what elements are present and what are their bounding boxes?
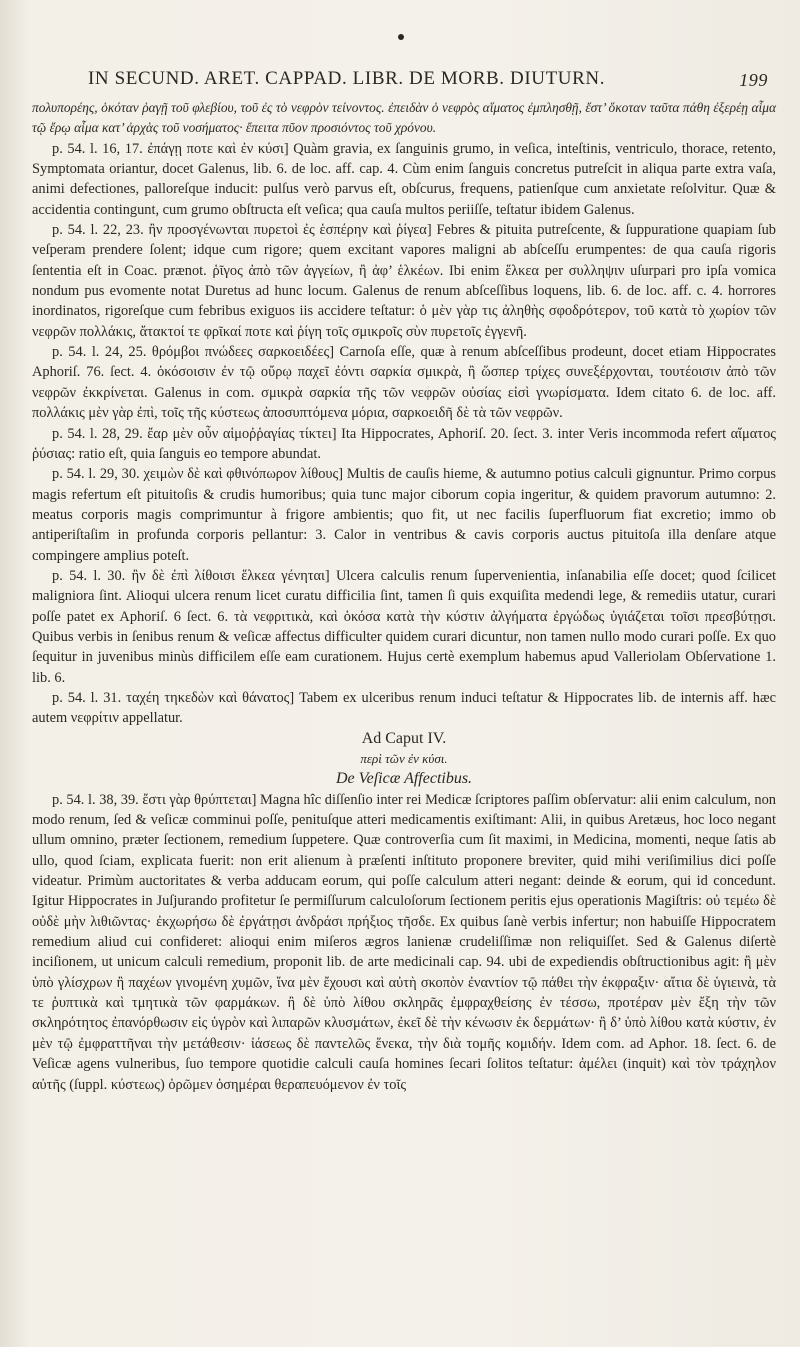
- chapter-title: De Veſicæ Affectibus.: [335, 770, 473, 788]
- running-header: [88, 68, 768, 96]
- paragraph-note-24-25: p. 54. l. 24, 25. θρόμβοι πνώδεες σαρκοειδέες] Carnoſa eſſe, quæ à renum abſceſſibus prodeunt, docet etiam Hippocrates Aphoriſ. 76. ſect. 4. ὁκόσοισιν ἐν τῷ οὔρῳ παχεῖ ἐόντι σαρκία σμικρὰ, ἢ ὥσπερ τρίχες συνεξέρχονται, τουτέοισιν ἀπὸ τῶν νεφρῶν ἐκκρίνεται. Galenus in com. σμικρὰ σαρκία τῆς τῶν νεφρῶν οὐσίας εἰσὶ γνωρίσματα. Idem citato 6. de loc. aff. πολλάκις μὲν γὰρ ἐπὶ, τοῖς τῆς κύστεως ἀποσυπτόμενα μόρια, σαρκοειδῆ δὲ τὰ τῶν νεφρῶν.: [32, 344, 776, 422]
- page-number: 199: [739, 70, 768, 90]
- page-body: [32, 98, 776, 1095]
- chapter-greek-subtitle: περὶ τῶν ἐν κύσι.: [360, 751, 448, 766]
- paragraph-greek-continuation: πολυπορέης, ὁκόταν ῥαγῇ τοῦ φλεβίου, τοῦ ἐς τὸ νεφρὸν τείνοντος. ἐπειδὰν ὁ νεφρὸς αἵματος ἐμπλησθῇ, ἔστ’ ὅκοταν ταῦτα πάθη ἐξερέῃ αἷμα τῷ ἔρῳ αἷμα κατ’ ἀρχὰς τοῦ νοσήματος· ἔπειτα πῦον προσιόντος τοῦ χρόνου.: [32, 100, 776, 136]
- chapter-heading: Ad Caput IV.: [361, 729, 447, 747]
- ink-dot: [398, 34, 404, 40]
- paragraph-note-29-30: p. 54. l. 29, 30. χειμὼν δὲ καὶ φθινόπωρον λίθους] Multis de cauſis hieme, & autumno potius calculi gignuntur. Primo corpus magis refertum eſt pituitoſis & crudis humoribus; quia tunc major ciborum copia ingeritur, & quidem pravorum autumno: 2. meatus corporis magis comprimuntur à frigore ambientis; quo fit, ut nec facilis ſuperfluorum fiat excretio; immo ob antiperiſtaſim in profunda corporis pellantur: 3. Calor in ventribus & cavis corporis auctus pituitoſa illa denſare atque compingere amplius poteſt.: [32, 466, 776, 564]
- paragraph-note-16-17: p. 54. l. 16, 17. ἐπάγῃ ποτε καὶ ἐν κύσι] Quàm gravia, ex ſanguinis grumo, in veſica, inteſtinis, ventriculo, thorace, retento, Symptomata oriantur, docet Galenus, lib. 6. de loc. aff. cap. 4. Cùm enim ſanguis concretus putreſcit in aliqua parte extra vaſa, animi defectiones, palloreſque inducit: pulſus verò parvus eſt, obſcurus, frequens, patienſque cum anxietate reſolvitur. Quæ & accidentia contingunt, cum grumo obſtructa eſt veſica; qua cauſa multos periiſſe, teſtatur ibidem Galenus.: [32, 140, 776, 218]
- paragraph-note-22-23: p. 54. l. 22, 23. ἢν προσγένωνται πυρετοὶ ἐς ἑσπέρην καὶ ῥίγεα] Febres & pituita putreſcente, & ſuppuratione quapiam ſub veſperam prendere ſolent; idque cum rigore; quem excitant vapores maligni ab abſceſſu erumpentes: de qua cauſa rigoris ſententia eſt in Coac. prænot. ῥῖγος ἀπὸ τῶν ἀγγείων, ἢ ἀφ’ ἑλκέων. Ibi enim ἕλκεα per συλληψιν uſurpari pro ipſa vomica nondum pus evomente notat Duretus ad hunc locum. Galenus de renum abſceſſibus loquens, lib. 6. de loc. aff. c. 4. horrores inordinatos, rigoreſque cum febribus exiguos iis accidere teſtatur: ὁ μὲν γὰρ τις ἀληθὴς σφοδρότερον, τοῦ κατὰ τὸ χωρίον τῶν νεφρῶν πολλάκις, ἄτακτοί τε φρῖκαί ποτε καὶ ῥίγη τοῖς σμικροῖς σὺν πυρετοῖς ἐγγενῆ.: [32, 222, 776, 340]
- paragraph-note-30: p. 54. l. 30. ἢν δὲ ἐπὶ λίθοισι ἕλκεα γένηται] Ulcera calculis renum ſupervenientia, inſanabilia eſſe docet; quod ſcilicet maligniora ſint. Alioqui ulcera renum licet curatu difficilia ſint, tamen ſi quis exquiſita medendi lege, & remediis utatur, curari poſſe patet ex Aphoriſ. 6 ſect. 6. τὰ νεφριτικὰ, καὶ ὁκόσα κατὰ τὴν κύστιν ἀλγήματα ἐργώδως ὑγιάζεται τοῖσι πρεσβύτῃσι. Quibus verbis in ſenibus renum & veſicæ affectus difficulter quidem curari dicuntur, non tamen nullo modo curari poſſe. Ex quo ſequitur in juvenibus minùs difficilem eſſe eam curationem. Hujus certè exemplum habemus apud Valleriolam Obſervatione 1. lib. 6.: [32, 567, 776, 686]
- paragraph-note-28-29: p. 54. l. 28, 29. ἔαρ μὲν οὖν αἱμοῤῥαγίας τίκτει] Ita Hippocrates, Aphoriſ. 20. ſect. 3. inter Veris incommoda refert αἵματος ῥύσιας: ratio eſt, quia ſanguis eo tempore abundat.: [32, 425, 776, 462]
- header-title: IN SECUND. ARET. CAPPAD. LIBR. DE MORB. DIUTURN.: [88, 68, 606, 89]
- paragraph-note-31: p. 54. l. 31. ταχέη τηκεδὼν καὶ θάνατος] Tabem ex ulceribus renum induci teſtatur & Hippocrates lib. de internis aff. hæc autem νεφρίτιν appellatur.: [32, 689, 776, 727]
- paragraph-note-38-39: p. 54. l. 38, 39. ἔστι γὰρ θρύπτεται] Magna hîc diſſenſio inter rei Medicæ ſcriptores paſſim obſervatur: alii enim calculum, non modo renum, ſed & veſicæ comminui poſſe, penituſque atteri medicamentis exiſtimant: Alii, in quibus Aretæus, hoc loco negant ullum omnino, præter ſectionem, remedium ſuppetere. Quæ controverſia cum ſit maximi, in Medicina, momenti, neque ſatis ab ullo, quod ſciam, explicata fuerit: non erit alienum à præſenti inſtituto proponere breviter, quid mihi veriſimilius dici poſſe videatur. Primùm auctoritates & verba adducam eorum, qui poſſe calculum atteri negant: deinde & eorum, qui id concedunt. Igitur Hippocrates in Juſjurando profitetur ſe permiſſurum calculoſorum ſectionem peritis ejus operationis Magiſtris: οὐ τεμέω δὲ οὐδὲ μὴν λιθιῶντας· ἐκχωρήσω δὲ ἐργάτῃσι ἀνδράσι πρήξιος τῆσδε. Ex quibus ſanè verbis infertur; non habuiſſe Hippocratem remedium aliud cui confideret: alioqui enim miſeros ægros lanienæ crudeliſſimæ non reliquiſſet. Sed & Galenus diſertè inciſionem, ut unicum calculi remedium, proponit lib. de arte medicinali cap. 94. ubi de expediendis obſtructionibus agit: ἢ μὲν ὑπὸ γλίσχρων ἢ παχέων γινομένη χυμῶν, ἵνα μὲν ἔχουσι καὶ αὐτὴ σκοπὸν ἐναντίον τῷ πάθει τὴν ἐκφραξιν· αἴτια δὲ ὑγιεινὰ, τὰ τε ῥυπτικὰ καὶ τμητικὰ τῶν φαρμάκων. ἢ δὲ ὑπὸ λίθου σκληρᾶς ἐμφραχθείσης ἐν τέσσω, προτέραν μὲν ἔξη τὴν τῶν σκληρότητος ἐπανόρθωσιν εἰς ὑγρὸν καὶ λιπαρῶν κλυσμάτων, ἐκεῖ δὲ τὴν κένωσιν ἐκ δερμάτων· ἢ δ’ ὑπὸ λίθου κατὰ κύστιν, ἐν μὲν τῷ ἐμφραττῆναι τὴν μετάθεσιν· ἰάσεως δὲ παντελῶς ἕνεκα, τὴν διὰ τομῆς κομιδήν. Idem com. ad Aphor. 18. ſect. 6. de Veſicæ agens vulneribus, ſuo tempore quotidie calculi cauſa homines ſecari ſolitos teſtatur: ἀμέλει (inquit) καὶ τὸν τράχηλον αὐτῆς (ſuppl. κύστεως) ὁρῶμεν ὁσημέραι θεραπευόμενον ἐν τοῖς: [32, 791, 776, 1093]
